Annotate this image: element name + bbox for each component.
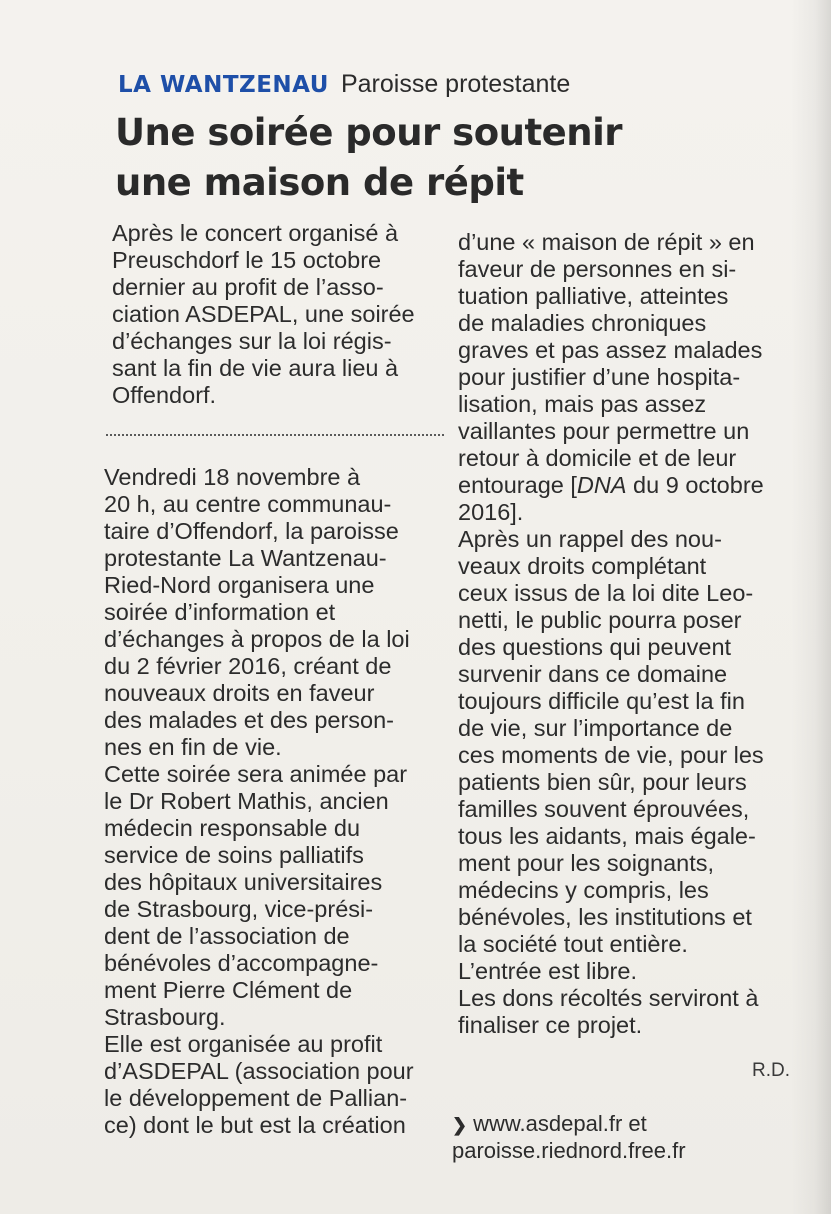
body-line: toujours difficile qu’est la fin [458,688,745,714]
article-links [452,1110,686,1164]
body-line: des hôpitaux universitaires [104,869,383,895]
body-line: des questions qui peuvent [458,634,732,660]
body-line: taire d’Offendorf, la paroisse [104,518,399,544]
body-line: médecin responsable du [104,815,361,841]
article-headline [115,108,715,208]
page-edge-shadow [791,0,831,1214]
body-line: service de soins palliatifs [104,842,364,868]
body-line: 20 h, au centre communau- [104,491,392,517]
body-line: ces moments de vie, pour les [458,742,764,768]
body-line: le développement de Pallian- [104,1085,408,1111]
lead-line: sant la fin de vie aura lieu à [112,355,399,381]
lead-line: Preuschdorf le 15 octobre [112,247,382,273]
kicker-place: LA WANTZENAU [118,72,329,98]
author-signature: R.D. [752,1060,790,1081]
dna-name: DNA [576,472,627,498]
body-line: Vendredi 18 novembre à [104,464,361,490]
body-line: de vie, sur l’importance de [458,715,733,741]
body-line: la société tout entière. [458,931,688,957]
body-line: dent de l’association de [104,923,350,949]
body-line: graves et pas assez malades [458,337,763,363]
body-line: Strasbourg. [104,1004,226,1030]
body-line-dna [458,472,764,499]
body-line: bénévoles d’accompagne- [104,950,379,976]
lead-line: ciation ASDEPAL, une soirée [112,301,415,327]
body-line: d’ASDEPAL (association pour [104,1058,414,1084]
body-line: finaliser ce projet. [458,1012,643,1038]
link-asdepal: www.asdepal.fr et [473,1111,647,1136]
lead-divider [106,434,444,436]
lead-line: Offendorf. [112,382,217,408]
body-line: vaillantes pour permettre un [458,418,750,444]
body-line: bénévoles, les institutions et [458,904,752,930]
body-line: de Strasbourg, vice-prési- [104,896,374,922]
body-line: familles souvent éprouvées, [458,796,750,822]
body-line: ment Pierre Clément de [104,977,353,1003]
body-line: Elle est organisée au profit [104,1031,383,1057]
body-line: survenir dans ce domaine [458,661,728,687]
body-line: du 2 février 2016, créant de [104,653,392,679]
body-line: Les dons récoltés serviront à [458,985,759,1011]
body-line: faveur de personnes en si- [458,256,737,282]
body-line: veaux droits complétant [458,553,707,579]
body-line: le Dr Robert Mathis, ancien [104,788,389,814]
body-line: lisation, mais pas assez [458,391,707,417]
body-line: d’une « maison de répit » en [458,229,755,255]
lead-line: Après le concert organisé à [112,220,399,246]
body-column-2 [458,229,764,1039]
body-line: patients bien sûr, pour leurs [458,769,747,795]
kicker-section: Paroisse protestante [340,70,571,98]
body-line: ment pour les soignants, [458,850,715,876]
chevron-right-icon: ❯ [452,1115,468,1135]
body-line: tous les aidants, mais égale- [458,823,756,849]
lead-line: dernier au profit de l’asso- [112,274,384,300]
body-line: tuation palliative, atteintes [458,283,729,309]
dna-pre: entourage [ [458,472,577,498]
body-line: protestante La Wantzenau- [104,545,387,571]
body-line: d’échanges à propos de la loi [104,626,410,652]
body-line: de maladies chroniques [458,310,707,336]
dna-post: du 9 octobre [626,472,764,498]
lead-line: d’échanges sur la loi régis- [112,328,392,354]
body-line: retour à domicile et de leur [458,445,737,471]
body-line: L’entrée est libre. [458,958,637,984]
link-paroisse: paroisse.riednord.free.fr [452,1138,686,1163]
body-line: soirée d’information et [104,599,336,625]
body-line: 2016]. [458,499,524,525]
headline-line-1: Une soirée pour soutenir [115,111,623,154]
body-line: netti, le public pourra poser [458,607,742,633]
article-kicker [118,70,570,99]
body-line: ceux issus de la loi dite Leo- [458,580,754,606]
article-lead [112,220,415,409]
link-line-1 [452,1110,686,1137]
headline-line-2: une maison de répit [115,161,524,204]
body-line: Ried-Nord organisera une [104,572,375,598]
body-line: médecins y compris, les [458,877,709,903]
body-line: pour justifier d’une hospita- [458,364,741,390]
body-line: ce) dont le but est la création [104,1112,406,1138]
body-column-1 [104,464,414,1139]
body-line: Cette soirée sera animée par [104,761,408,787]
body-line: Après un rappel des nou- [458,526,722,552]
body-line: nouveaux droits en faveur [104,680,375,706]
body-line: nes en fin de vie. [104,734,282,760]
body-line: des malades et des person- [104,707,394,733]
